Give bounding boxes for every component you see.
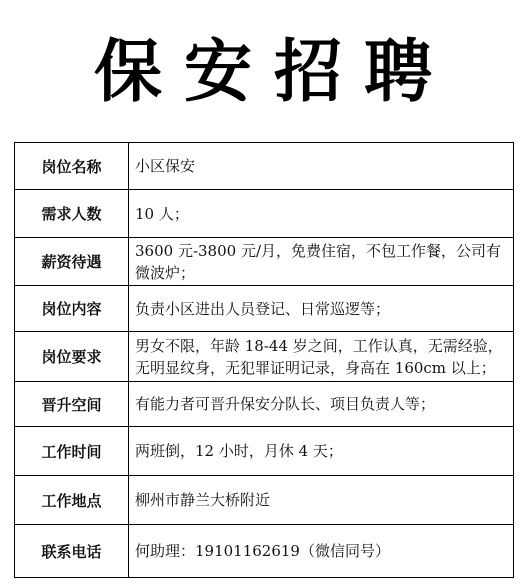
row-value-promotion: 有能力者可晋升保安分队长、项目负责人等； [129,382,514,427]
row-label-promotion: 晋升空间 [15,382,129,427]
row-value-salary: 3600 元-3800 元/月，免费住宿，不包工作餐，公司有微波炉； [129,238,514,286]
table-row [15,427,514,476]
row-label-work-hours: 工作时间 [15,427,129,476]
table-row [15,382,514,427]
row-value-work-hours: 两班倒，12 小时，月休 4 天； [129,427,514,476]
page-title: 保安招聘 [93,33,454,112]
row-value-duties: 负责小区进出人员登记、日常巡逻等； [129,286,514,332]
row-label-duties: 岗位内容 [15,286,129,332]
row-value-headcount: 10 人； [129,190,514,238]
row-label-requirements: 岗位要求 [15,332,129,382]
table-row [15,332,514,382]
row-label-contact: 联系电话 [15,525,129,578]
table-row [15,286,514,332]
row-value-position-name: 小区保安 [129,143,514,190]
row-label-location: 工作地点 [15,476,129,525]
row-label-headcount: 需求人数 [15,190,129,238]
table-row [15,525,514,578]
row-label-salary: 薪资待遇 [15,238,129,286]
table-row [15,143,514,190]
table-row [15,190,514,238]
row-value-location: 柳州市静兰大桥附近 [129,476,514,525]
table-row [15,238,514,286]
row-label-position-name: 岗位名称 [15,143,129,190]
row-value-requirements: 男女不限，年龄 18-44 岁之间，工作认真，无需经验，无明显纹身，无犯罪证明记录，身高在 160cm 以上； [129,332,514,382]
table-row [15,476,514,525]
row-value-contact: 何助理：19101162619（微信同号） [129,525,514,578]
job-info-table [14,142,514,578]
